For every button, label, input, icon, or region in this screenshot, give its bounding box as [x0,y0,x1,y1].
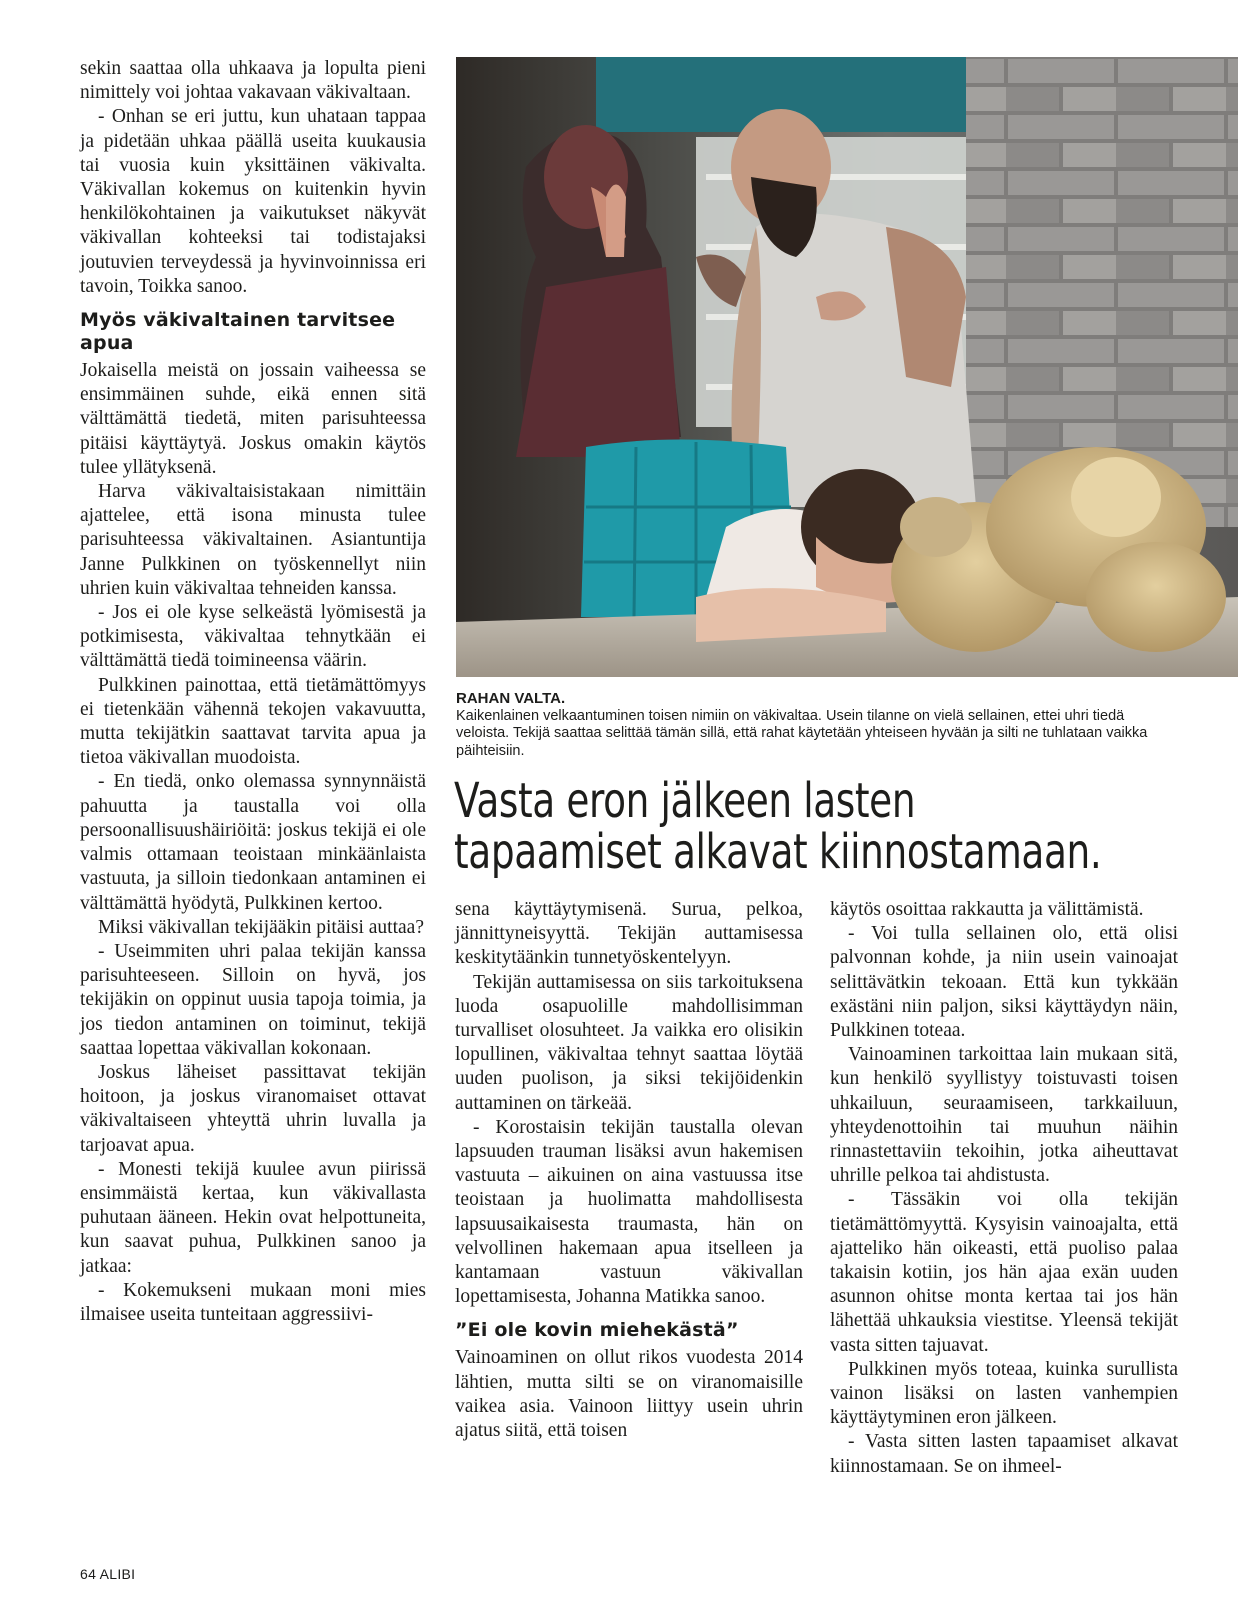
paragraph: - Useimmiten uhri palaa tekijän kanssa parisuhteeseen. Silloin on hyvä, jos tekijäkin on oppinut uusia tapoja toimia, ja jos tiedon antaminen on toiminut, tekijä saattaa lopettaa väkivallan kokonaan. [80,940,426,1059]
subheading: ”Ei ole kovin miehekästä” [455,1319,739,1342]
page-footer: 64 ALIBI [80,1566,136,1582]
pull-quote [454,773,1102,880]
pull-quote-line: tapaamiset alkavat kiinnostamaan. [454,824,1102,880]
paragraph: Miksi väkivallan tekijääkin pitäisi auttaa? [98,916,424,938]
middle-text-column [455,898,803,1443]
paragraph: Tekijän auttamisessa on siis tarkoituksena luoda osapuolille mahdollisimman turvalliset olosuhteet. Ja vaikka ero olisikin lopullinen, väkivaltaa tehnyt saattaa löytää uuden puolison, ja siksi tekijöidenkin auttaminen on tärkeää. [455,971,803,1114]
paragraph: - Tässäkin voi olla tekijän tietämättömyyttä. Kysyisin vainoajalta, että ajatteliko hän oikeasti, että puoliso palaa takaisin kotiin, jos hän ajaa exän uuden asunnon ohitse monta kertaa tai jos hän lähettää uhkauksia viestitse. Yleensä tekijät vasta sitten tajuavat. [830,1189,1178,1356]
paragraph: sena käyttäytymisenä. Surua, pelkoa, jännittyneisyyttä. Tekijän auttamisessa keskitytäänkin tunnetyöskentelyyn. [455,899,803,969]
paragraph: - En tiedä, onko olemassa synnynnäistä pahuutta ja taustalla voi olla persoonallisuushäiriöitä: joskus tekijä ei ole valmis ottamaan teoistaan minkäänlaista vastuuta, ja silloin tiedonkaan antaminen ei välttämättä hyödytä, Pulkkinen kertoo. [80,771,426,914]
paragraph: - Vasta sitten lasten tapaamiset alkavat kiinnostamaan. Se on ihmeel- [830,1431,1178,1477]
paragraph: - Voi tulla sellainen olo, että olisi palvonnan kohde, ja niin usein vainoajat selittävätkin tekoaan. Että kun tykkään exästäni niin paljon, siksi käyttäydyn näin, Pulkkinen toteaa. [830,923,1178,1042]
paragraph: - Jos ei ole kyse selkeästä lyömisestä ja potkimisesta, väkivaltaa tehnytkään ei välttämättä tiedä toimineensa väärin. [80,602,426,672]
pull-quote-line: Vasta eron jälkeen lasten [454,773,916,829]
paragraph: Vainoaminen on ollut rikos vuodesta 2014 lähtien, mutta silti se on viranomaisille vaikea asia. Vainoon liittyy usein uhrin ajatus siitä, että toisen [455,1347,803,1442]
paragraph: - Onhan se eri juttu, kun uhataan tappaa ja pidetään uhkaa päällä useita kuukausia tai vuosia kuin yksittäinen väkivalta. Väkivallan kokemus on kuitenkin hyvin henkilökohtainen ja vaikutukset näkyvät väkivallan kohteeksi tai todistajaksi joutuvien terveydessä ja hyvinvoinnissa eri tavoin, Toikka sanoo. [80,106,426,297]
paragraph: - Kokemukseni mukaan moni mies ilmaisee useita tunteitaan aggressiivi- [80,1279,426,1325]
paragraph: Harva väkivaltaisistakaan nimittäin ajattelee, että isona minusta tulee parisuhteessa väkivaltainen. Asiantuntija Janne Pulkkinen on työskennellyt niin uhrien kuin väkivaltaa tehneiden kanssa. [80,481,426,599]
paragraph: sekin saattaa olla uhkaava ja lopulta pieni nimittely voi johtaa vakavaan väkivaltaan. [80,58,426,104]
left-text-column [80,57,426,1327]
paragraph: käytös osoittaa rakkautta ja välittämistä. [830,899,1144,920]
paragraph: Joskus läheiset passittavat tekijän hoitoon, ja joskus viranomaiset ottavat väkivaltaiseen yhteyttä uhrin luvalla ja tarjoavat apua. [80,1061,426,1156]
caption-title: RAHAN VALTA. [456,690,566,707]
family-conflict-photo [456,57,1238,677]
paragraph: - Monesti tekijä kuulee avun piirissä ensimmäistä kertaa, kun väkivallasta puhutaan ääneen. Hekin ovat helpottuneita, kun saavat puhua, Pulkkinen sanoo ja jatkaa: [80,1158,426,1277]
paragraph: Jokaisella meistä on jossain vaiheessa se ensimmäinen suhde, eikä ennen sitä välttämättä tiedetä, miten parisuhteessa pitäisi käyttäytyä. Joskus omakin käytös tulee yllätyksenä. [80,360,426,478]
photo-caption [456,690,1156,760]
caption-text: Kaikenlainen velkaantuminen toisen nimiin on väkivaltaa. Usein tilanne on vielä sellainen, ettei uhri tiedä veloista. Tekijä saattaa selittää tämän sillä, että rahat käytetään yhteiseen hyvään ja silti ne tuhlataan vaikka päihteisiin. [456,707,1148,759]
paragraph: Pulkkinen painottaa, että tietämättömyys ei tietenkään vähennä tekojen vakavuutta, mutta tekijätkin saattavat tarvita apua ja tietoa väkivallan muodoista. [80,674,426,769]
right-text-column [830,898,1178,1479]
paragraph: Vainoaminen tarkoittaa lain mukaan sitä, kun henkilö syyllistyy toistuvasti toisen uhkailuun, seuraamiseen, tarkkailuun, yhteydenottoihin tai muuhun näihin rinnastettaviin tekoihin, jotka aiheuttavat uhrille pelkoa tai ahdistusta. [830,1044,1178,1187]
paragraph: Pulkkinen myös toteaa, kuinka surullista vainon lisäksi on lasten vanhempien käyttäytyminen eron jälkeen. [830,1358,1178,1429]
subheading: Myös väkivaltainen tarvitsee apua [80,309,396,355]
paragraph: - Korostaisin tekijän taustalla olevan lapsuuden trauman lisäksi avun hakemisen vastuuta – aikuinen on aina vastuussa itse teoistaan ja huolimatta mahdollisesta lapsuusaikaisesta traumasta, hän on velvollinen hakemaan apua itselleen ja kantamaan vastuun väkivallan lopettamisesta, Johanna Matikka sanoo. [455,1116,803,1308]
